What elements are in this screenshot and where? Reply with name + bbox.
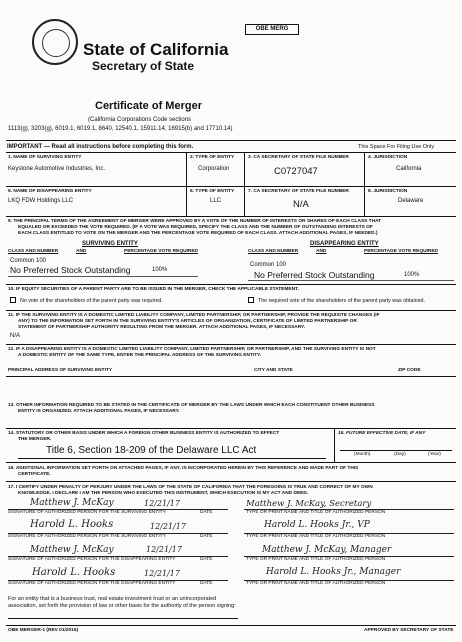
important-note: IMPORTANT — Read all instructions before completing this form. [7,144,194,150]
city-state-label: CITY AND STATE [254,368,293,373]
disappearing-file-value[interactable]: N/A [293,199,309,210]
disappearing-entity-value[interactable]: LKQ FDW Holdings LLC [8,198,74,204]
disappearing-type-value[interactable]: LLC [210,198,222,204]
signature-2: Harold L. Hooks [30,519,114,530]
surviving-jurisdiction-label: 4. JURISDICTION [368,155,408,160]
surviving-entity-value[interactable]: Keystone Automotive Industries, Inc. [8,166,106,172]
surviving-entity-heading: SURVIVING ENTITY [82,241,138,247]
surviving-class-2[interactable]: No Preferred Stock Outstanding [10,265,131,275]
sec11-line-1: 11. IF THE SURVIVING ENTITY IS A DOMESTIC LIMITED LIABILITY COMPANY, LIMITED PARTNERSHIP, OR PARTNERSHIP, PROVIDE THE REQUISITE CHANGES (IF [8,313,380,318]
sec11-value[interactable]: N/A [10,333,21,339]
date-caption-4: DATE [200,581,213,586]
date-4[interactable]: 12/21/17 [144,569,180,578]
surviving-type-value[interactable]: Corporation [198,166,230,172]
filing-space-label: This Space For Filing Use Only [358,144,435,150]
zip-code-label: ZIP CODE [398,368,421,373]
signature-1: Matthew J. McKay [30,498,114,508]
surviving-class-1[interactable]: Common 100 [10,258,47,264]
future-date-label: 15. FUTURE EFFECTIVE DATE, IF ANY [338,431,426,436]
sec10-text: 10. IF EQUITY SECURITIES OF A PARENT PARTY ARE TO BE ISSUED IN THE MERGER, CHECK THE APPLICABLE STATEMENT. [8,287,299,292]
code-line-1: (California Corporations Code sections [88,117,192,123]
footer-note-1: For an entity that is a business trust, real estate investment trust or an unincorporated [8,596,217,602]
sec11-line-3: STATEMENT OF PARTNERSHIP AUTHORITY RESULTING FROM THE MERGER. ATTACH ADDITIONAL PAGES, IF NECESSARY. [18,325,306,330]
sec9-line-1: 9. THE PRINCIPAL TERMS OF THE AGREEMENT OF MERGER WERE APPROVED BY A VOTE OF THE NUMBER OF INTERESTS OR SHARES OF EACH CLASS THAT [8,219,382,224]
sec16-line-2: CERTIFICATE. [18,472,51,477]
approved-by-sos: APPROVED BY SECRETARY OF STATE [364,628,454,633]
sec14-value[interactable]: Title 6, Section 18-209 of the Delaware LLC Act [46,445,257,456]
sec13-line-2: ENTITY IS ORGANIZED. ATTACH ADDITIONAL PAGES, IF NECESSARY. [18,409,180,414]
month-label: (Month) [354,452,371,457]
sig-caption-4: SIGNATURE OF AUTHORIZED PERSON FOR THE DISAPPEARING ENTITY [8,581,176,586]
name-caption-4: TYPE OR PRINT NAME AND TITLE OF AUTHORIZED PERSON [246,581,386,586]
form-revision: OBE MERGER-1 (REV 01/2016) [8,628,79,633]
disappearing-entity-heading: DISAPPEARING ENTITY [310,241,379,247]
certificate-title: Certificate of Merger [95,100,202,112]
form-code-box: OBE MERG [245,24,299,35]
and-header: AND [76,249,87,254]
vote-obtained-label: The required vote of the shareholders of the parent party was obtained. [258,298,425,304]
surviving-type-label: 2. TYPE OF ENTITY [190,155,235,160]
no-vote-label: No vote of the shareholders of the parent party was required. [20,298,163,304]
office-title: Secretary of State [92,59,195,73]
surviving-jurisdiction-value[interactable]: California [396,166,422,172]
date-2[interactable]: 12/21/17 [150,522,186,531]
printed-name-3[interactable]: Matthew J. McKay, Manager [262,545,392,555]
disappearing-type-label: 6. TYPE OF ENTITY [190,189,235,194]
signature-4: Harold L. Hooks [32,567,116,578]
sec17-line-2: KNOWLEDGE. I DECLARE I AM THE PERSON WHO EXECUTED THIS INSTRUMENT, WHICH EXECUTION IS MY ACT AND DEED. [18,491,309,496]
name-caption-3: TYPE OR PRINT NAME AND TITLE OF AUTHORIZED PERSON [246,557,386,562]
date-caption-1: DATE [200,510,213,515]
printed-name-1[interactable]: Matthew J. McKay, Secretary [246,499,372,509]
date-caption-3: DATE [200,557,213,562]
surviving-file-value[interactable]: C0727047 [274,166,318,177]
sig-caption-2: SIGNATURE OF AUTHORIZED PERSON FOR THE SURVIVING ENTITY [8,534,166,539]
disappearing-jurisdiction-label: 8. JURISDICTION [368,189,408,194]
sec12-line-1: 12. IF A DISAPPEARING ENTITY IS A DOMESTIC LIMITED LIABILITY COMPANY, LIMITED PARTNERSHIP, OR PARTNERSHIP, AND THE SURVIVING ENTITY IS NOT [8,347,376,352]
sec14-line-2: THE MERGER. [18,437,52,442]
class-number-header-2: CLASS AND NUMBER [248,249,299,254]
surviving-file-label: 3. CA SECRETARY OF STATE FILE NUMBER [248,155,349,160]
date-caption-2: DATE [200,534,213,539]
and-header-2: AND [316,249,327,254]
sig-caption-3: SIGNATURE OF AUTHORIZED PERSON FOR THE DISAPPEARING ENTITY [8,557,176,562]
principal-address-label: PRINCIPAL ADDRESS OF SURVIVING ENTITY [8,368,113,373]
surviving-pct[interactable]: 100% [152,267,168,273]
state-title: State of California [83,40,229,59]
no-vote-checkbox[interactable] [10,297,16,303]
class-number-header: CLASS AND NUMBER [8,249,59,254]
printed-name-4[interactable]: Harold L. Hooks Jr., Manager [266,567,401,577]
name-caption-2: TYPE OR PRINT NAME AND TITLE OF AUTHORIZED PERSON [246,534,386,539]
sig-caption-1: SIGNATURE OF AUTHORIZED PERSON FOR THE SURVIVING ENTITY [8,510,166,515]
disappearing-entity-label: 5. NAME OF DISAPPEARING ENTITY [8,189,92,194]
date-3[interactable]: 12/21/17 [146,545,182,554]
disappearing-jurisdiction-value[interactable]: Delaware [398,198,424,204]
pct-vote-header: PERCENTAGE VOTE REQUIRED [124,249,199,254]
disappearing-file-label: 7. CA SECRETARY OF STATE FILE NUMBER [248,189,349,194]
printed-name-2[interactable]: Harold L. Hooks Jr., VP [264,520,370,530]
disappearing-class-2[interactable]: No Preferred Stock Outstanding [254,270,375,280]
sec16-line-1: 16. ADDITIONAL INFORMATION SET FORTH ON ATTACHED PAGES, IF ANY, IS INCORPORATED HEREIN BY THIS REFERENCE AND MADE PART OF THIS [8,466,359,471]
sec11-line-2: ANY) TO THE INFORMATION SET FORTH IN THE SURVIVING ENTITY'S ARTICLES OF ORGANIZATION, CERTIFICATE OF LIMITED PARTNERSHIP OR [18,319,357,324]
pct-vote-header-2: PERCENTAGE VOTE REQUIRED [364,249,439,254]
signature-3: Matthew J. McKay [30,545,114,555]
year-label: (Year) [428,452,441,457]
code-line-2: 1113(g), 3203(g), 6019.1, 6019.1, 8640, 12540.1, 15911.14, 16915(b) and 17710.14) [8,126,233,132]
sec9-line-2: EQUALED OR EXCEEDED THE VOTE REQUIRED. (IF A VOTE WAS REQUIRED, SPECIFY THE CLASS AND THE NUMBER OF OUTSTANDING INTERESTS OF [18,225,373,230]
sec14-line-1: 14. STATUTORY OR OTHER BASIS UNDER WHICH A FOREIGN OTHER BUSINESS ENTITY IS AUTHORIZED TO EFFECT [8,431,280,436]
sec12-line-2: A DOMESTIC ENTITY OF THE SAME TYPE, ENTER THE PRINCIPAL ADDRESS OF THE SURVIVING ENTITY. [18,353,262,358]
footer-note-2: association, set forth the provision of law or other basis for the authority of the person signing: [8,603,236,609]
name-caption-1: TYPE OR PRINT NAME AND TITLE OF AUTHORIZED PERSON [246,510,386,515]
surviving-entity-label: 1. NAME OF SURVIVING ENTITY [8,155,82,160]
disappearing-pct[interactable]: 100% [404,272,420,278]
state-seal-icon [32,19,78,65]
disappearing-class-1[interactable]: Common 100 [250,262,287,268]
sec9-line-3: EACH CLASS ENTITLED TO VOTE ON THE MERGER AND THE PERCENTAGE VOTE REQUIRED OF EACH CLASS. ATTACH ADDITIONAL PAGES, IF NEEDED.) [18,231,378,236]
sec13-line-1: 13. OTHER INFORMATION REQUIRED TO BE STATED IN THE CERTIFICATE OF MERGER BY THE LAWS UNDER WHICH EACH CONSTITUENT OTHER BUSINESS [8,403,375,408]
sec17-line-1: 17. I CERTIFY UNDER PENALTY OF PERJURY UNDER THE LAWS OF THE STATE OF CALIFORNIA THAT THE FOREGOING IS TRUE AND CORRECT OF MY OWN [8,485,373,490]
date-1[interactable]: 12/21/17 [144,499,180,508]
vote-obtained-checkbox[interactable] [248,297,254,303]
day-label: (Day) [394,452,406,457]
